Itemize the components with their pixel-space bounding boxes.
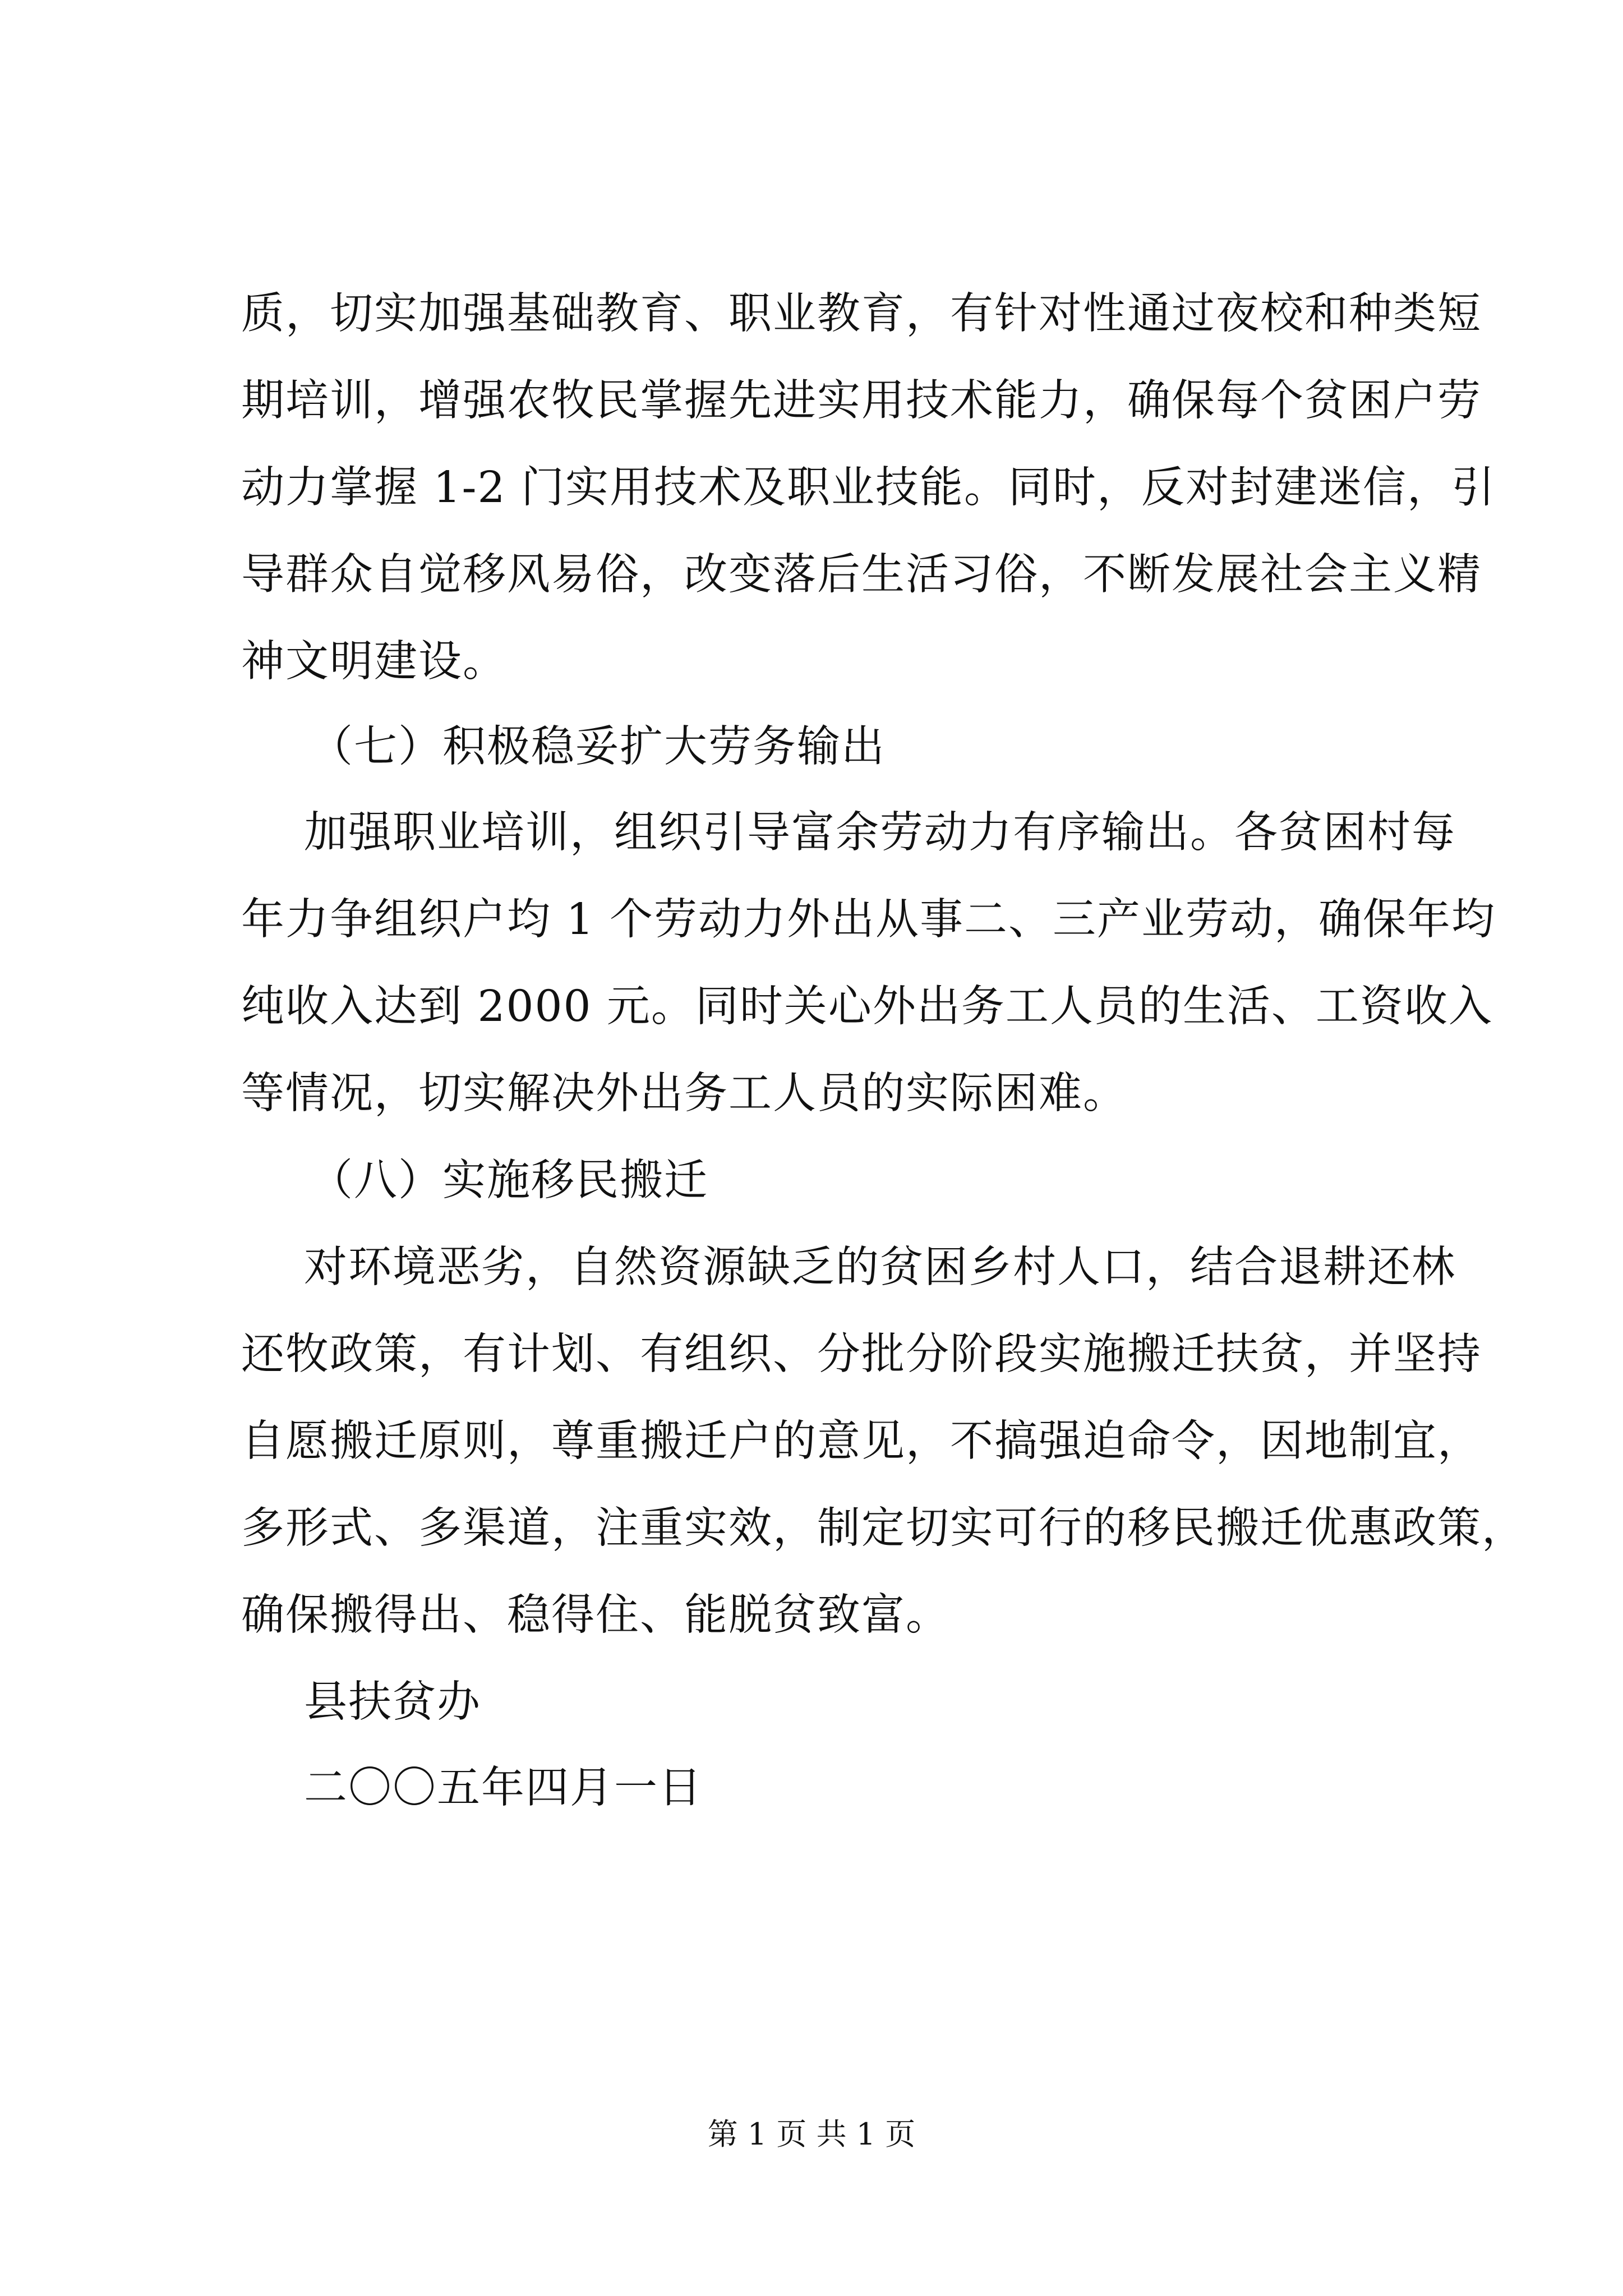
paragraph-line: 年力争组织户均 1 个劳动力外出从事二、三产业劳动，确保年均 [241, 895, 1496, 945]
paragraph-line: 质，切实加强基础教育、职业教育，有针对性通过夜校和种类短 [241, 289, 1482, 339]
signature-organization: 县扶贫办 [304, 1677, 481, 1727]
paragraph-line: 纯收入达到 2000 元。同时关心外出务工人员的生活、工资收入 [241, 982, 1493, 1032]
paragraph-line: 动力掌握 1-2 门实用技术及职业技能。同时，反对封建迷信，引 [241, 463, 1496, 513]
paragraph-line: 确保搬得出、稳得住、能脱贫致富。 [241, 1590, 950, 1640]
section-heading: （七）积极稳妥扩大劳务输出 [310, 722, 886, 772]
paragraph-line: 导群众自觉移风易俗，改变落后生活习俗，不断发展社会主义精 [241, 550, 1482, 600]
paragraph-line: 还牧政策，有计划、有组织、分批分阶段实施搬迁扶贫，并坚持 [241, 1329, 1482, 1379]
paragraph-line: 加强职业培训，组织引导富余劳动力有序输出。各贫困村每 [304, 808, 1456, 858]
paragraph-line: 多形式、多渠道，注重实效，制定切实可行的移民搬迁优惠政策， [241, 1503, 1526, 1553]
signature-date: 二〇〇五年四月一日 [304, 1763, 703, 1813]
paragraph-line: 对环境恶劣，自然资源缺乏的贫困乡村人口，结合退耕还林 [304, 1243, 1456, 1292]
paragraph-line: 等情况，切实解决外出务工人员的实际困难。 [241, 1069, 1127, 1119]
paragraph-line: 期培训，增强农牧民掌握先进实用技术能力，确保每个贫困户劳 [241, 376, 1482, 426]
section-heading: （八）实施移民搬迁 [310, 1156, 708, 1205]
page-number-footer: 第 1 页 共 1 页 [707, 2116, 916, 2152]
paragraph-line: 神文明建设。 [241, 637, 507, 687]
paragraph-line: 自愿搬迁原则，尊重搬迁户的意见，不搞强迫命令，因地制宜， [241, 1416, 1482, 1466]
